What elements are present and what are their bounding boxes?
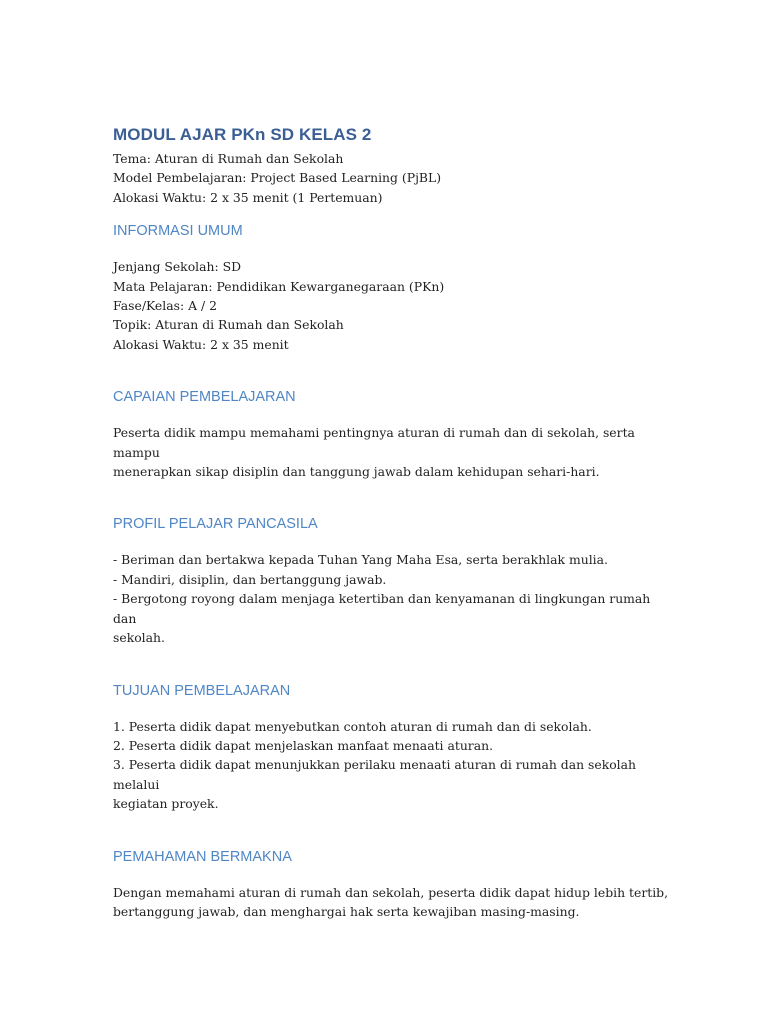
info-line-school-level: Jenjang Sekolah: SD bbox=[113, 259, 242, 275]
section-heading: PEMAHAMAN BERMAKNA bbox=[113, 848, 292, 865]
section-profil-pelajar-pancasila bbox=[113, 514, 673, 647]
paragraph-line: Peserta didik mampu memahami pentingnya aturan di rumah dan di sekolah, serta mampu bbox=[113, 425, 635, 460]
list-item-continuation: kegiatan proyek. bbox=[113, 796, 219, 812]
paragraph-line: bertanggung jawab, dan menghargai hak serta kewajiban masing-masing. bbox=[113, 903, 580, 919]
section-body bbox=[113, 257, 673, 354]
section-body bbox=[113, 423, 673, 481]
document-title: MODUL AJAR PKn SD KELAS 2 bbox=[113, 125, 372, 144]
section-capaian-pembelajaran bbox=[113, 387, 673, 481]
document-meta bbox=[113, 149, 673, 207]
meta-learning-model: Model Pembelajaran: Project Based Learning (PjBL) bbox=[113, 170, 442, 186]
info-line-phase-class: Fase/Kelas: A / 2 bbox=[113, 298, 217, 314]
section-heading: INFORMASI UMUM bbox=[113, 223, 243, 240]
list-item-continuation: sekolah. bbox=[113, 630, 165, 646]
list-item: 3. Peserta didik dapat menunjukkan perilaku menaati aturan di rumah dan sekolah melalui bbox=[113, 757, 636, 792]
meta-time-allocation: Alokasi Waktu: 2 x 35 menit (1 Pertemuan) bbox=[113, 189, 383, 205]
section-heading: TUJUAN PEMBELAJARAN bbox=[113, 682, 291, 699]
section-body bbox=[113, 717, 673, 814]
list-item: - Beriman dan bertakwa kepada Tuhan Yang Maha Esa, serta berakhlak mulia. bbox=[113, 552, 608, 568]
meta-theme: Tema: Aturan di Rumah dan Sekolah bbox=[113, 151, 344, 166]
section-pemahaman-bermakna bbox=[113, 847, 673, 922]
section-heading: CAPAIAN PEMBELAJARAN bbox=[113, 389, 296, 406]
section-heading: PROFIL PELAJAR PANCASILA bbox=[113, 516, 318, 533]
list-item: 2. Peserta didik dapat menjelaskan manfaat menaati aturan. bbox=[113, 737, 494, 753]
info-line-subject: Mata Pelajaran: Pendidikan Kewarganegaraan (PKn) bbox=[113, 278, 445, 294]
info-line-time: Alokasi Waktu: 2 x 35 menit bbox=[113, 336, 289, 352]
list-item: 1. Peserta didik dapat menyebutkan contoh aturan di rumah dan di sekolah. bbox=[113, 718, 592, 734]
section-informasi-umum bbox=[113, 221, 673, 354]
section-body bbox=[113, 883, 673, 922]
paragraph-line: Dengan memahami aturan di rumah dan sekolah, peserta didik dapat hidup lebih tertib, bbox=[113, 884, 669, 900]
section-tujuan-pembelajaran bbox=[113, 681, 673, 814]
section-body bbox=[113, 550, 673, 647]
list-item: - Mandiri, disiplin, dan bertanggung jawab. bbox=[113, 571, 387, 587]
list-item: - Bergotong royong dalam menjaga ketertiban dan kenyamanan di lingkungan rumah dan bbox=[113, 591, 651, 626]
paragraph-line: menerapkan sikap disiplin dan tanggung jawab dalam kehidupan sehari-hari. bbox=[113, 464, 600, 480]
info-line-topic: Topik: Aturan di Rumah dan Sekolah bbox=[113, 317, 344, 333]
document-page bbox=[113, 124, 673, 921]
